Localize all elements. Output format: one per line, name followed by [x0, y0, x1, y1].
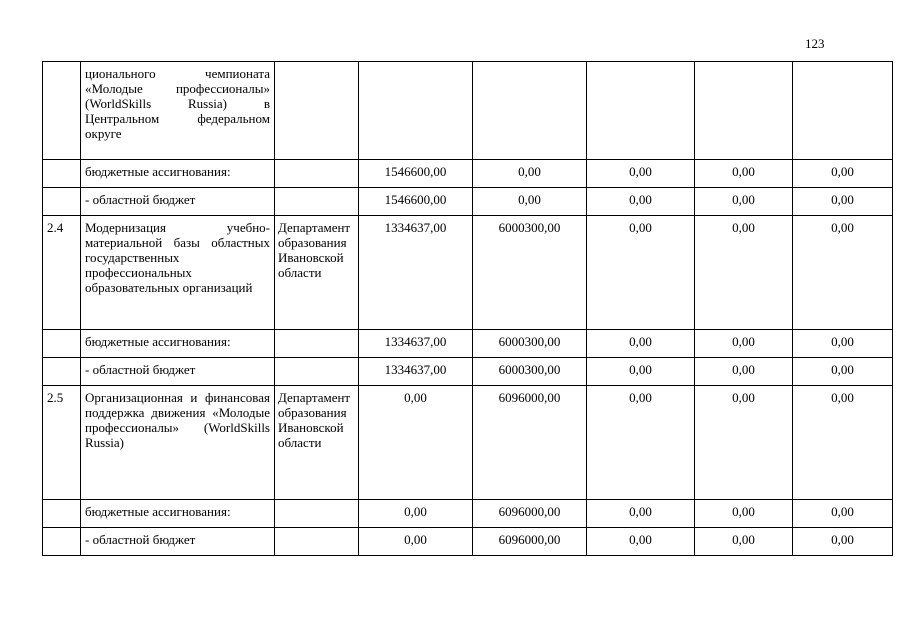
item-number-cell	[43, 188, 81, 216]
table-row-subtotal	[43, 188, 893, 216]
table-row-item	[43, 386, 893, 500]
item-number-cell	[43, 358, 81, 386]
value-cell-1: 1546600,00	[359, 188, 473, 216]
value-cell-3: 0,00	[587, 216, 695, 330]
value-cell-5: 0,00	[793, 216, 893, 330]
value-cell-4: 0,00	[695, 188, 793, 216]
item-name-cell: Организационная и финансовая поддержка движения «Молодые профессионалы» (WorldSkills Russia)	[81, 386, 275, 500]
responsible-cell	[275, 62, 359, 160]
funding-label-cell: - областной бюджет	[81, 188, 275, 216]
value-cell-1: 1546600,00	[359, 160, 473, 188]
table-row-item	[43, 216, 893, 330]
table-row-item	[43, 62, 893, 160]
value-cell-4	[695, 62, 793, 160]
value-cell-4: 0,00	[695, 216, 793, 330]
table-row-subtotal	[43, 528, 893, 556]
funding-label-cell: - областной бюджет	[81, 358, 275, 386]
item-name-cell: Модернизация учебно-материальной базы областных государственных профессиональных образовательных организаций	[81, 216, 275, 330]
value-cell-1: 0,00	[359, 528, 473, 556]
item-number-cell	[43, 160, 81, 188]
value-cell-2	[473, 62, 587, 160]
value-cell-4: 0,00	[695, 330, 793, 358]
value-cell-1: 0,00	[359, 386, 473, 500]
funding-label-cell: бюджетные ассигнования:	[81, 330, 275, 358]
responsible-cell	[275, 500, 359, 528]
value-cell-3	[587, 62, 695, 160]
value-cell-2: 6000300,00	[473, 358, 587, 386]
responsible-cell	[275, 188, 359, 216]
table-row-subtotal	[43, 358, 893, 386]
item-number-cell	[43, 500, 81, 528]
responsible-cell: Департамент образования Ивановской области	[275, 216, 359, 330]
value-cell-5	[793, 62, 893, 160]
value-cell-3: 0,00	[587, 386, 695, 500]
value-cell-4: 0,00	[695, 358, 793, 386]
page-number: 123	[805, 36, 825, 51]
value-cell-4: 0,00	[695, 160, 793, 188]
item-name-cell: ционального чемпионата «Молодые профессионалы» (WorldSkills Russia) в Центральном федеральном округе	[81, 62, 275, 160]
value-cell-2: 6096000,00	[473, 386, 587, 500]
value-cell-2: 0,00	[473, 160, 587, 188]
value-cell-2: 6000300,00	[473, 330, 587, 358]
table-row-subtotal	[43, 160, 893, 188]
funding-label-cell: бюджетные ассигнования:	[81, 500, 275, 528]
value-cell-5: 0,00	[793, 528, 893, 556]
value-cell-3: 0,00	[587, 330, 695, 358]
item-number-cell: 2.4	[43, 216, 81, 330]
value-cell-3: 0,00	[587, 188, 695, 216]
value-cell-5: 0,00	[793, 188, 893, 216]
funding-label-cell: бюджетные ассигнования:	[81, 160, 275, 188]
value-cell-1: 1334637,00	[359, 358, 473, 386]
responsible-cell	[275, 528, 359, 556]
value-cell-5: 0,00	[793, 386, 893, 500]
value-cell-2: 6000300,00	[473, 216, 587, 330]
responsible-cell	[275, 160, 359, 188]
value-cell-2: 6096000,00	[473, 528, 587, 556]
value-cell-3: 0,00	[587, 528, 695, 556]
value-cell-1: 0,00	[359, 500, 473, 528]
responsible-cell	[275, 330, 359, 358]
item-number-cell	[43, 528, 81, 556]
value-cell-1: 1334637,00	[359, 216, 473, 330]
value-cell-4: 0,00	[695, 386, 793, 500]
value-cell-5: 0,00	[793, 500, 893, 528]
table-row-subtotal	[43, 500, 893, 528]
item-number-cell: 2.5	[43, 386, 81, 500]
value-cell-1	[359, 62, 473, 160]
value-cell-2: 6096000,00	[473, 500, 587, 528]
value-cell-1: 1334637,00	[359, 330, 473, 358]
value-cell-3: 0,00	[587, 160, 695, 188]
value-cell-5: 0,00	[793, 160, 893, 188]
responsible-cell: Департамент образования Ивановской области	[275, 386, 359, 500]
value-cell-3: 0,00	[587, 358, 695, 386]
value-cell-2: 0,00	[473, 188, 587, 216]
value-cell-4: 0,00	[695, 500, 793, 528]
funding-label-cell: - областной бюджет	[81, 528, 275, 556]
table-row-subtotal	[43, 330, 893, 358]
item-number-cell	[43, 330, 81, 358]
item-number-cell	[43, 62, 81, 160]
value-cell-4: 0,00	[695, 528, 793, 556]
budget-table	[42, 61, 893, 556]
responsible-cell	[275, 358, 359, 386]
value-cell-5: 0,00	[793, 330, 893, 358]
value-cell-5: 0,00	[793, 358, 893, 386]
value-cell-3: 0,00	[587, 500, 695, 528]
